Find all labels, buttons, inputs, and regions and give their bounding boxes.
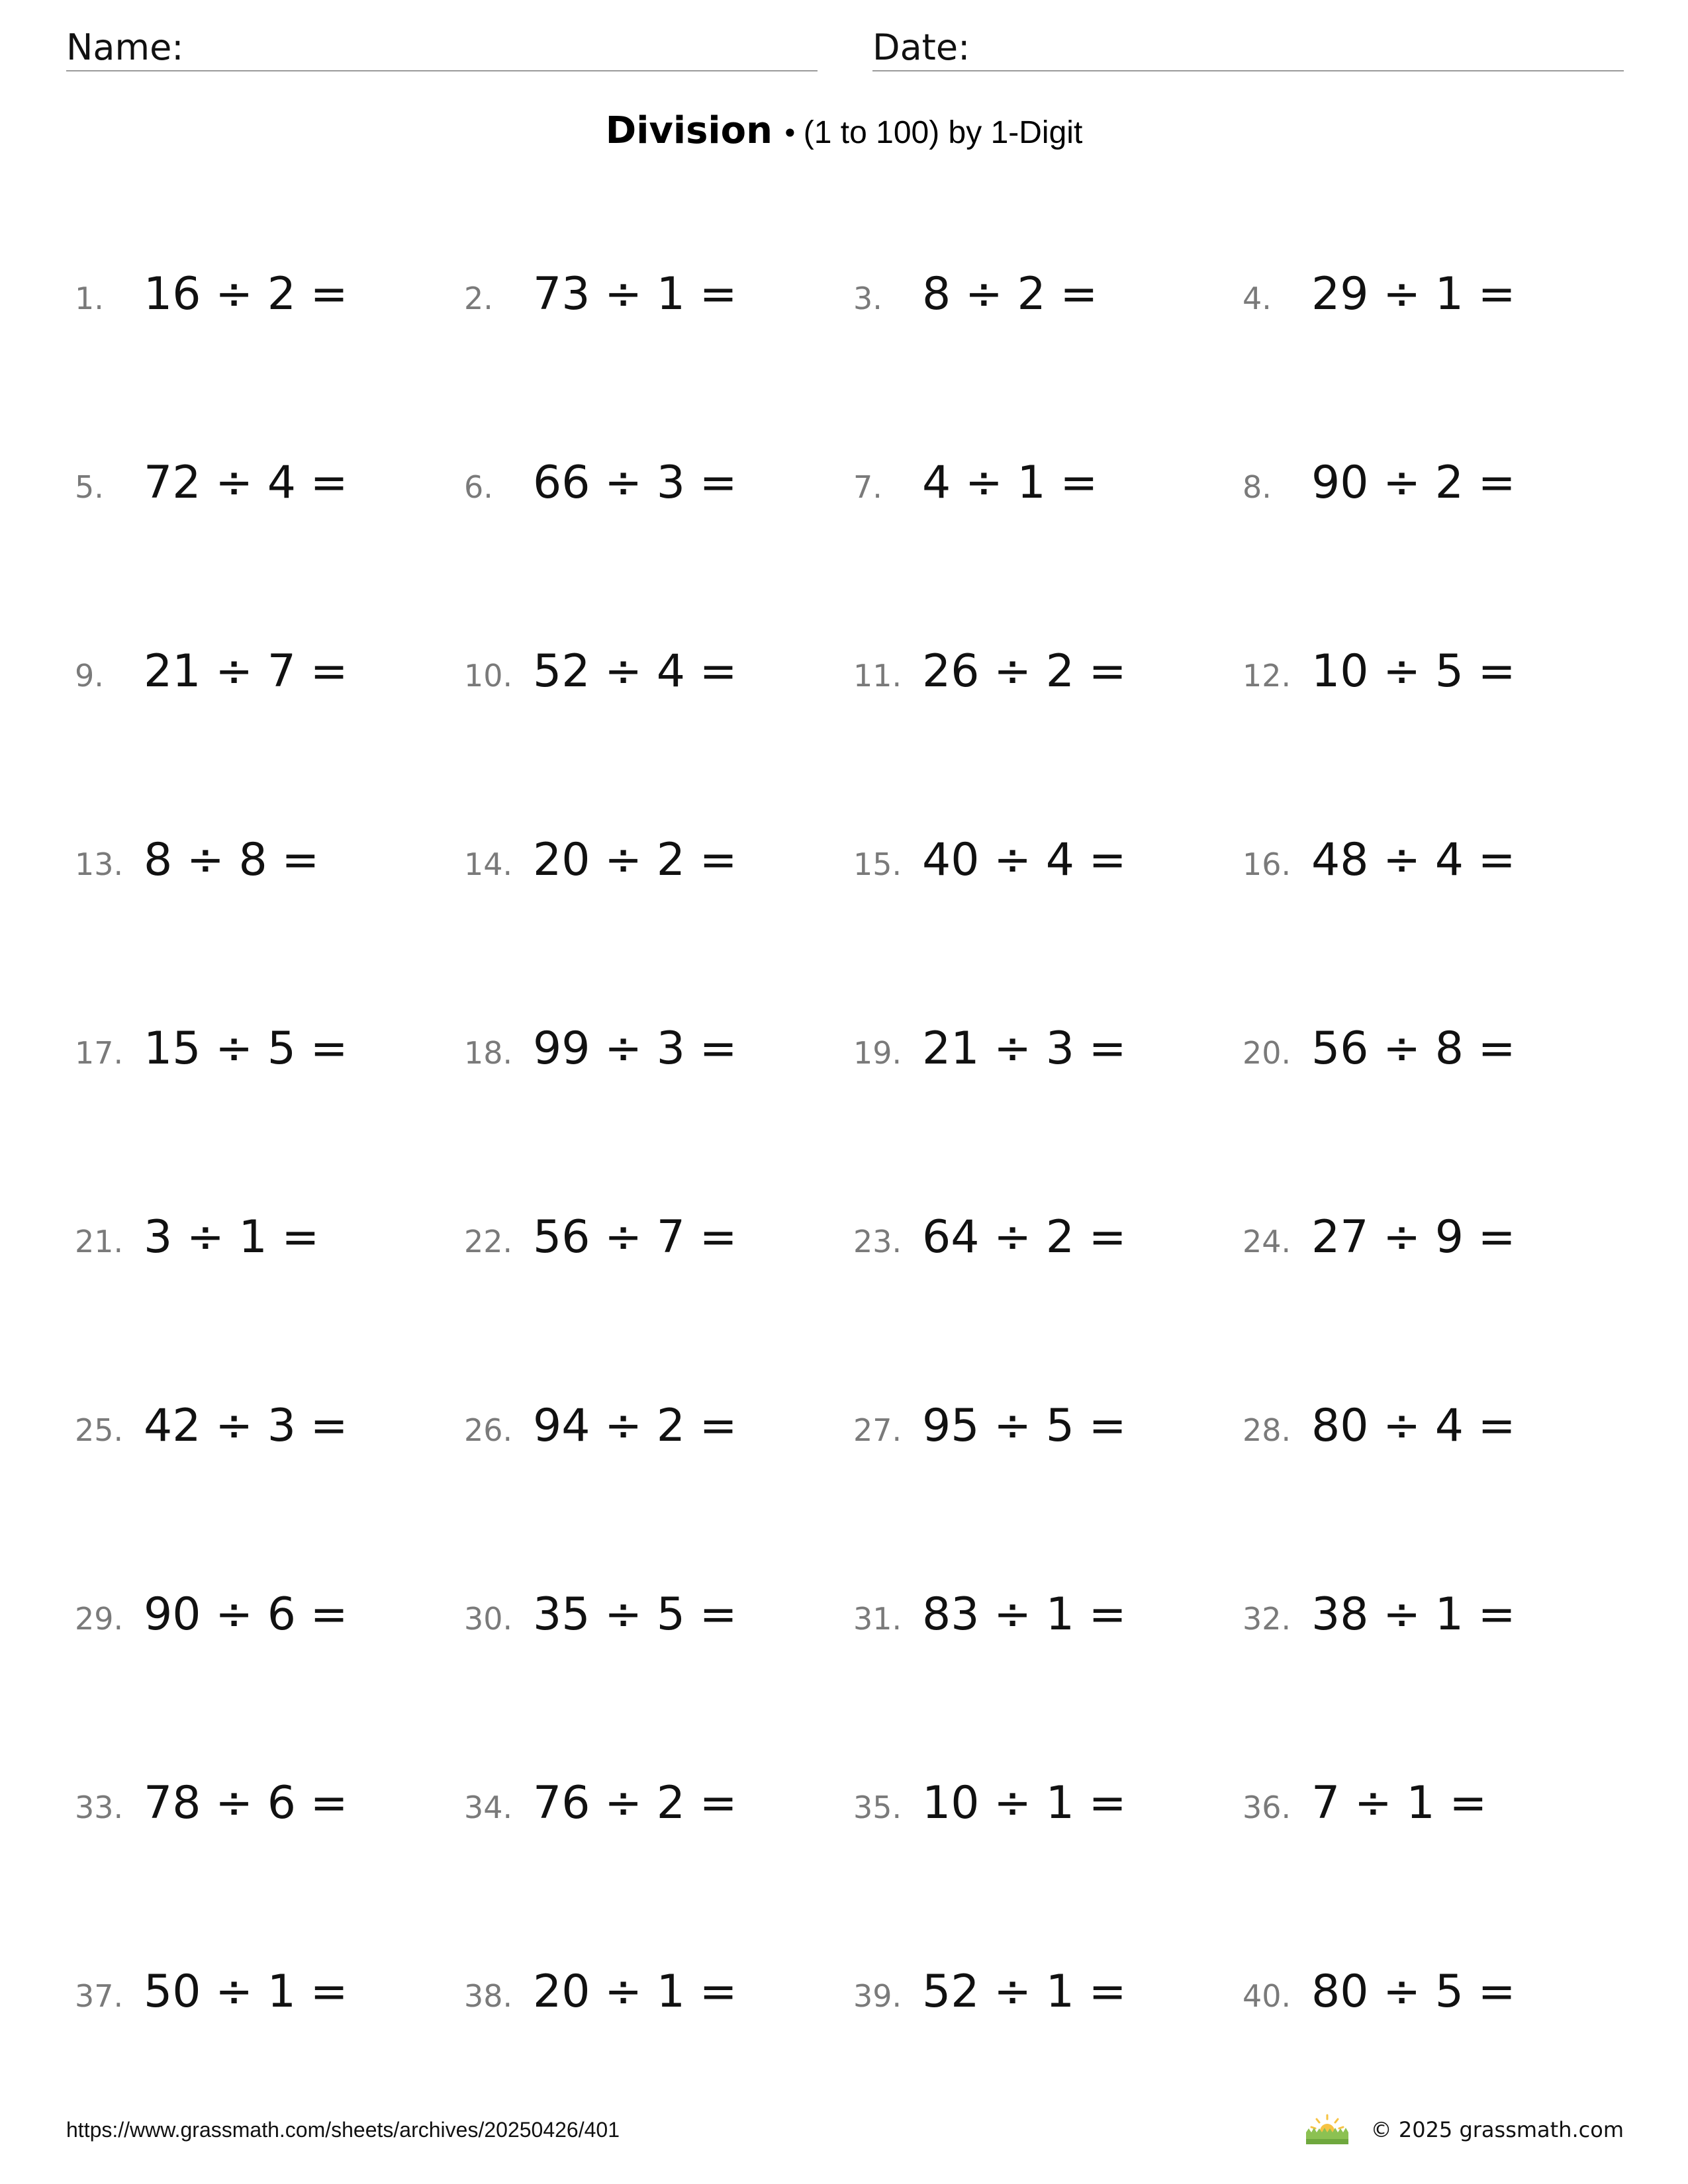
problem-item [1243, 1381, 1632, 1471]
problem-item [75, 1947, 464, 2037]
problem-number: 9. [75, 658, 104, 694]
problem-number: 12. [1243, 658, 1291, 694]
problem-item [853, 1570, 1243, 1660]
problem-item [75, 627, 464, 717]
problem-number: 24. [1243, 1224, 1291, 1259]
problem-expression: 27 ÷ 9 = [1311, 1211, 1516, 1263]
problem-number: 31. [853, 1601, 902, 1637]
problem-number: 22. [464, 1224, 513, 1259]
title-main: Division [605, 109, 773, 152]
problem-expression: 76 ÷ 2 = [533, 1777, 737, 1829]
problem-number: 17. [75, 1035, 124, 1071]
problem-number: 32. [1243, 1601, 1291, 1637]
problem-item [1243, 1570, 1632, 1660]
problem-expression: 66 ÷ 3 = [533, 457, 737, 509]
problem-item [1243, 627, 1632, 717]
date-label: Date: [872, 26, 970, 68]
problem-item [75, 815, 464, 905]
problem-number: 5. [75, 469, 104, 505]
problem-number: 1. [75, 281, 104, 316]
problem-item [853, 1193, 1243, 1283]
problem-item [75, 1758, 464, 1848]
problem-expression: 52 ÷ 4 = [533, 645, 737, 698]
problem-number: 34. [464, 1790, 513, 1825]
problem-expression: 94 ÷ 2 = [533, 1400, 737, 1452]
problem-expression: 10 ÷ 5 = [1311, 645, 1516, 698]
problem-expression: 80 ÷ 4 = [1311, 1400, 1516, 1452]
problem-expression: 73 ÷ 1 = [533, 268, 737, 320]
grass-sun-logo-icon [1303, 2114, 1351, 2146]
problem-item [853, 438, 1243, 528]
footer-url: https://www.grassmath.com/sheets/archives/20250426/401 [66, 2118, 620, 2142]
problem-number: 25. [75, 1412, 124, 1448]
problem-item [853, 1947, 1243, 2037]
problem-item [464, 438, 853, 528]
problem-number: 3. [853, 281, 882, 316]
problem-expression: 90 ÷ 6 = [144, 1588, 348, 1641]
problem-item [75, 1381, 464, 1471]
problem-expression: 20 ÷ 1 = [533, 1966, 737, 2018]
problem-expression: 4 ÷ 1 = [922, 457, 1098, 509]
problem-expression: 8 ÷ 8 = [144, 834, 320, 886]
problem-number: 36. [1243, 1790, 1291, 1825]
problem-number: 20. [1243, 1035, 1291, 1071]
problem-number: 28. [1243, 1412, 1291, 1448]
worksheet-title [0, 106, 1688, 165]
problem-number: 2. [464, 281, 493, 316]
problem-expression: 38 ÷ 1 = [1311, 1588, 1516, 1641]
problem-expression: 29 ÷ 1 = [1311, 268, 1516, 320]
problem-item [853, 250, 1243, 340]
problem-expression: 83 ÷ 1 = [922, 1588, 1127, 1641]
problem-number: 40. [1243, 1978, 1291, 2014]
problem-item [464, 1004, 853, 1094]
problem-item [464, 250, 853, 340]
problem-number: 14. [464, 846, 513, 882]
problem-item [75, 1570, 464, 1660]
footer-copyright: © 2025 grassmath.com [1370, 2117, 1624, 2142]
problem-expression: 15 ÷ 5 = [144, 1023, 348, 1075]
problem-number: 26. [464, 1412, 513, 1448]
problem-grid [75, 250, 1637, 2136]
problem-expression: 10 ÷ 1 = [922, 1777, 1127, 1829]
problem-number: 37. [75, 1978, 124, 2014]
problem-expression: 50 ÷ 1 = [144, 1966, 348, 2018]
problem-item [464, 1758, 853, 1848]
problem-number: 13. [75, 846, 124, 882]
problem-item [1243, 438, 1632, 528]
problem-number: 16. [1243, 846, 1291, 882]
problem-number: 23. [853, 1224, 902, 1259]
problem-expression: 16 ÷ 2 = [144, 268, 348, 320]
problem-expression: 95 ÷ 5 = [922, 1400, 1127, 1452]
problem-item [853, 627, 1243, 717]
problem-item [75, 1193, 464, 1283]
problem-item [1243, 1947, 1632, 2037]
problem-item [1243, 250, 1632, 340]
problem-number: 11. [853, 658, 902, 694]
problem-item [464, 1570, 853, 1660]
problem-expression: 3 ÷ 1 = [144, 1211, 320, 1263]
problem-expression: 21 ÷ 7 = [144, 645, 348, 698]
name-field[interactable] [66, 24, 818, 71]
problem-expression: 26 ÷ 2 = [922, 645, 1127, 698]
problem-expression: 64 ÷ 2 = [922, 1211, 1127, 1263]
problem-item [1243, 815, 1632, 905]
problem-expression: 80 ÷ 5 = [1311, 1966, 1516, 2018]
problem-expression: 78 ÷ 6 = [144, 1777, 348, 1829]
title-bullet: • [781, 117, 798, 150]
problem-item [75, 1004, 464, 1094]
date-field[interactable] [872, 24, 1624, 71]
problem-expression: 40 ÷ 4 = [922, 834, 1127, 886]
problem-item [853, 1381, 1243, 1471]
problem-number: 4. [1243, 281, 1272, 316]
problem-expression: 21 ÷ 3 = [922, 1023, 1127, 1075]
problem-item [853, 1004, 1243, 1094]
problem-item [464, 627, 853, 717]
problem-item [1243, 1004, 1632, 1094]
title-subtitle: (1 to 100) by 1-Digit [803, 115, 1083, 150]
problem-number: 21. [75, 1224, 124, 1259]
problem-number: 30. [464, 1601, 513, 1637]
problem-number: 19. [853, 1035, 902, 1071]
problem-number: 33. [75, 1790, 124, 1825]
problem-number: 27. [853, 1412, 902, 1448]
problem-number: 8. [1243, 469, 1272, 505]
problem-expression: 35 ÷ 5 = [533, 1588, 737, 1641]
problem-item [853, 815, 1243, 905]
problem-expression: 56 ÷ 7 = [533, 1211, 737, 1263]
problem-item [464, 815, 853, 905]
problem-item [75, 438, 464, 528]
problem-number: 7. [853, 469, 882, 505]
problem-number: 10. [464, 658, 513, 694]
problem-number: 6. [464, 469, 493, 505]
problem-number: 35. [853, 1790, 902, 1825]
problem-number: 29. [75, 1601, 124, 1637]
problem-item [1243, 1758, 1632, 1848]
problem-expression: 48 ÷ 4 = [1311, 834, 1516, 886]
footer-brand [1303, 2111, 1624, 2148]
problem-item [75, 250, 464, 340]
problem-number: 38. [464, 1978, 513, 2014]
problem-number: 18. [464, 1035, 513, 1071]
problem-number: 15. [853, 846, 902, 882]
problem-expression: 52 ÷ 1 = [922, 1966, 1127, 2018]
problem-expression: 56 ÷ 8 = [1311, 1023, 1516, 1075]
problem-expression: 8 ÷ 2 = [922, 268, 1098, 320]
problem-expression: 42 ÷ 3 = [144, 1400, 348, 1452]
problem-expression: 90 ÷ 2 = [1311, 457, 1516, 509]
problem-expression: 72 ÷ 4 = [144, 457, 348, 509]
name-label: Name: [66, 26, 184, 68]
problem-item [853, 1758, 1243, 1848]
problem-item [464, 1193, 853, 1283]
problem-item [464, 1947, 853, 2037]
problem-number: 39. [853, 1978, 902, 2014]
problem-expression: 99 ÷ 3 = [533, 1023, 737, 1075]
problem-item [1243, 1193, 1632, 1283]
problem-expression: 20 ÷ 2 = [533, 834, 737, 886]
problem-item [464, 1381, 853, 1471]
problem-expression: 7 ÷ 1 = [1311, 1777, 1487, 1829]
